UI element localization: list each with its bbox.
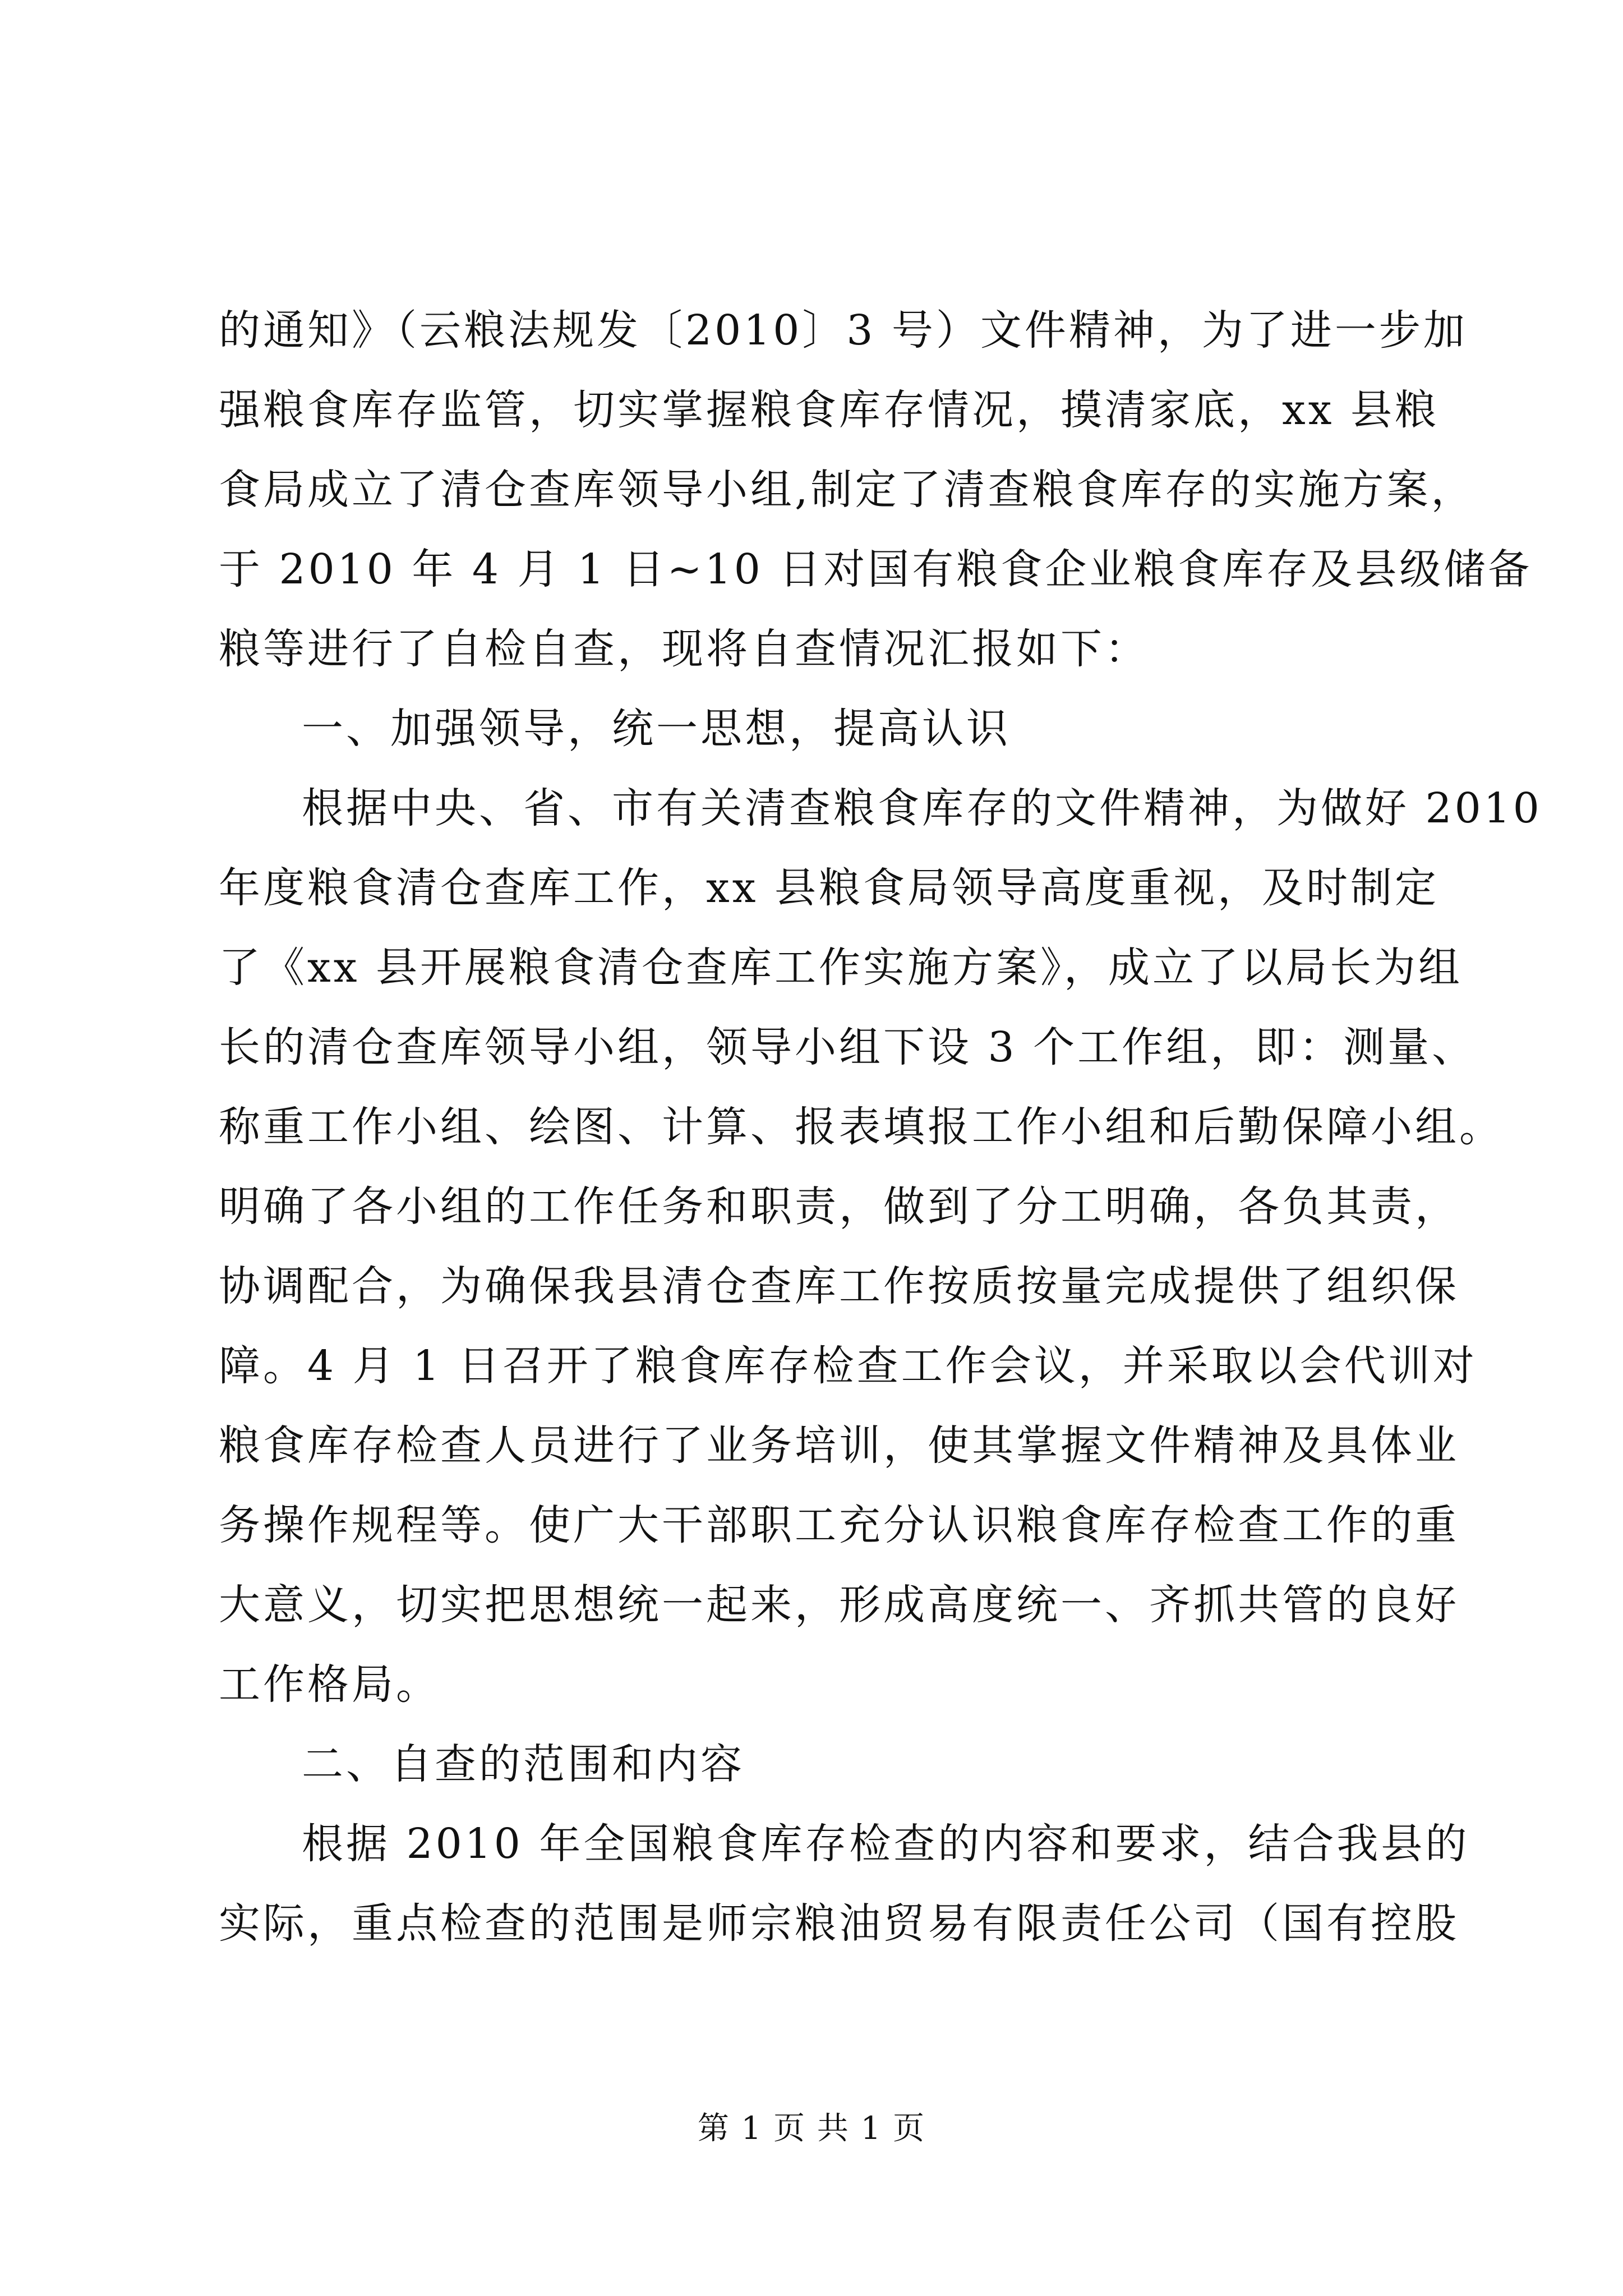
text-line: 食局成立了清仓查库领导小组,制定了清查粮食库存的实施方案， [219, 466, 1476, 514]
text-line: 根据中央、省、市有关清查粮食库存的文件精神，为做好 2010 [302, 784, 1542, 832]
text-line: 实际，重点检查的范围是师宗粮油贸易有限责任公司（国有控股 [219, 1899, 1459, 1948]
page-footer: 第 1 页 共 1 页 [697, 2110, 926, 2147]
text-line: 粮等进行了自检自查，现将自查情况汇报如下： [219, 625, 1149, 673]
text-line: 大意义，切实把思想统一起来，形成高度统一、齐抓共管的良好 [219, 1581, 1459, 1629]
text-line: 工作格局。 [219, 1660, 440, 1709]
text-line: 强粮食库存监管，切实掌握粮食库存情况，摸清家底，xx 县粮 [219, 386, 1439, 434]
document-body [219, 291, 1542, 1963]
text-line: 障。4 月 1 日召开了粮食库存检查工作会议，并采取以会代训对 [219, 1342, 1477, 1390]
text-line: 务操作规程等。使广大干部职工充分认识粮食库存检查工作的重 [219, 1501, 1459, 1549]
text-line: 的通知》（云粮法规发〔2010〕3 号）文件精神，为了进一步加 [219, 306, 1468, 355]
text-line: 粮食库存检查人员进行了业务培训，使其掌握文件精神及具体业 [219, 1421, 1459, 1470]
text-line: 协调配合，为确保我县清仓查库工作按质按量完成提供了组织保 [219, 1262, 1459, 1310]
text-line: 于 2010 年 4 月 1 日~10 日对国有粮食企业粮食库存及县级储备 [219, 545, 1533, 593]
text-line: 明确了各小组的工作任务和职责，做到了分工明确，各负其责， [219, 1182, 1459, 1231]
section-heading-1: 一、加强领导，统一思想，提高认识 [302, 705, 1011, 753]
text-line: 了《xx 县开展粮食清仓查库工作实施方案》，成立了以局长为组 [219, 944, 1463, 992]
text-line: 年度粮食清仓查库工作，xx 县粮食局领导高度重视，及时制定 [219, 864, 1439, 912]
section-heading-2: 二、自查的范围和内容 [302, 1740, 745, 1788]
text-line: 长的清仓查库领导小组，领导小组下设 3 个工作组，即：测量、 [219, 1023, 1477, 1071]
text-line: 称重工作小组、绘图、计算、报表填报工作小组和后勤保障小组。 [219, 1103, 1504, 1151]
text-line: 根据 2010 年全国粮食库存检查的内容和要求，结合我县的 [302, 1820, 1470, 1868]
